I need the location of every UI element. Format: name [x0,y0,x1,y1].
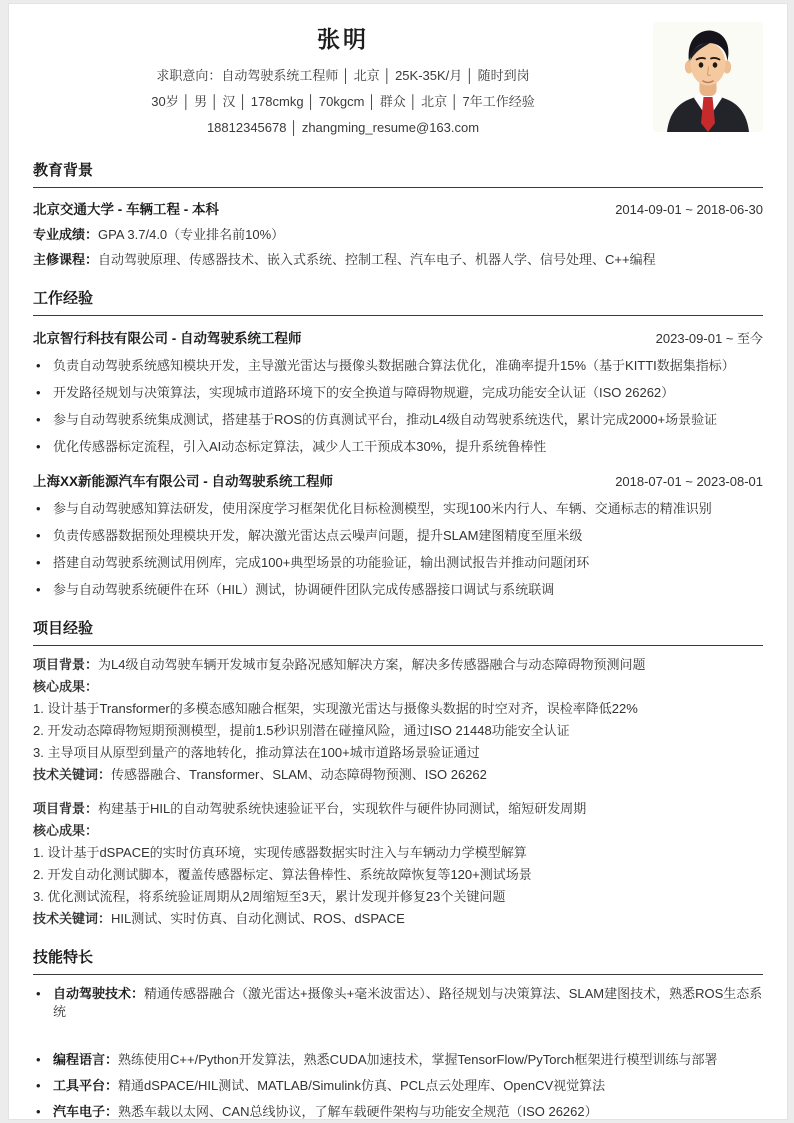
skill-label: 编程语言： [53,1052,119,1067]
project-keywords-text: HIL测试、实时仿真、自动化测试、ROS、dSPACE [111,911,405,926]
skill-label: 汽车电子： [53,1104,119,1119]
project-background-line [33,656,763,674]
project-result-item: 3. 主导项目从原型到量产的落地转化，推动算法在100+城市道路场景验证通过 [33,745,480,760]
job-bullet-text: • 优化传感器标定流程，引入AI动态标定算法，减少人工干预成本30%，提升系统鲁棒性 [53,439,547,454]
project-background-label: 项目背景： [33,657,99,672]
school-degree: 北京交通大学 - 车辆工程 - 本科 [33,202,219,217]
education-entry-header [33,200,763,219]
skill-value: 熟悉车载以太网、CAN总线协议，了解车载硬件架构与功能安全规范（ISO 26262） [118,1104,598,1119]
skill-label: 工具平台： [53,1078,119,1093]
job-dates: 2023-09-01 ~ 至今 [655,331,763,346]
project-result-item: 1. 设计基于dSPACE的实时仿真环境，实现传感器数据实时注入与车辆动力学模型解算 [33,845,527,860]
courses-line [33,251,763,269]
project-keywords-text: 传感器融合、Transformer、SLAM、动态障碍物预测、ISO 26262 [111,767,487,782]
job-bullet [33,581,763,599]
job-company-title: 上海XX新能源汽车有限公司 - 自动驾驶系统工程师 [33,474,334,489]
project-keywords-label: 技术关键词： [33,767,112,782]
section-projects [33,619,763,928]
section-title-work: 工作经验 [33,289,763,316]
project-background-text: 构建基于HIL的自动驾驶系统快速验证平台，实现软件与硬件协同测试，缩短研发周期 [98,801,587,816]
section-work-experience [33,289,763,599]
project-result-item: 2. 开发动态障碍物短期预测模型，提前1.5秒识别潜在碰撞风险，通过ISO 21448功能安全认证 [33,723,570,738]
skill-item [33,1051,763,1069]
skill-text [53,985,763,1021]
skill-item [33,985,763,1021]
header-text-block [33,18,653,141]
job-bullet-text: • 开发路径规划与决策算法，实现城市道路环境下的安全换道与障碍物规避，完成功能安全认证（ISO 26262） [53,385,675,400]
skill-text [53,1077,605,1095]
contact-line: 18812345678 │ zhangming_resume@163.com [206,120,480,135]
resume-page [8,3,788,1120]
job-dates: 2018-07-01 ~ 2023-08-01 [615,474,763,489]
courses-label: 主修课程： [33,252,99,267]
job-bullet [33,500,763,518]
job-bullet-text: • 负责传感器数据预处理模块开发，解决激光雷达点云噪声问题，提升SLAM建图精度至厘米级 [53,528,583,543]
project-keywords-line [33,910,763,928]
section-title-skills: 技能特长 [33,948,763,975]
job-bullet [33,554,763,572]
job-bullet-text: • 参与自动驾驶系统硬件在环（HIL）测试，协调硬件团队完成传感器接口调试与系统联调 [53,582,555,597]
skill-text [53,1103,598,1120]
project-results-label: 核心成果： [33,823,99,838]
section-title-projects: 项目经验 [33,619,763,646]
job-bullet-text: • 参与自动驾驶感知算法研发，使用深度学习框架优化目标检测模型，实现100米内行人、车辆、交通标志的精准识别 [53,501,712,516]
courses-value: 自动驾驶原理、传感器技术、嵌入式系统、控制工程、汽车电子、机器人学、信号处理、C++编程 [98,252,656,267]
skill-label: 自动驾驶技术： [53,986,145,1001]
skill-value: 精通传感器融合（激光雷达+摄像头+毫米波雷达）、路径规划与决策算法、SLAM建图技术，熟悉ROS生态系统 [53,986,763,1019]
job-bullet-text: • 参与自动驾驶系统集成测试，搭建基于ROS的仿真测试平台，推动L4级自动驾驶系统迭代，累计完成2000+场景验证 [53,412,718,427]
job-company-title: 北京智行科技有限公司 - 自动驾驶系统工程师 [33,331,302,346]
project-background-line [33,800,763,818]
project-results-label-line [33,678,763,696]
project-result-item: 3. 优化测试流程，将系统验证周期从2周缩短至3天，累计发现并修复23个关键问题 [33,889,506,904]
education-dates: 2014-09-01 ~ 2018-06-30 [615,202,763,217]
skill-text [53,1051,718,1069]
job-entry-header [33,328,763,348]
project-result-item: 2. 开发自动化测试脚本，覆盖传感器标定、算法鲁棒性、系统故障恢复等120+测试场景 [33,867,532,882]
section-education [33,161,763,269]
skill-value: 精通dSPACE/HIL测试、MATLAB/Simulink仿真、PCL点云处理库、OpenCV视觉算法 [118,1078,606,1093]
job-bullet [33,357,763,375]
profile-photo [653,22,763,132]
job-bullet [33,411,763,429]
job-bullet [33,527,763,545]
personal-info-line: 30岁 │ 男 │ 汉 │ 178cmkg │ 70kgcm │ 群众 │ 北京 │ 7年工作经验 [151,94,535,109]
section-title-education: 教育背景 [33,161,763,188]
gpa-label: 专业成绩： [33,227,99,242]
job-bullet [33,384,763,402]
job-bullet-text: • 搭建自动驾驶系统测试用例库，完成100+典型场景的功能验证，输出测试报告并推动问题闭环 [53,555,590,570]
skill-item [33,1103,763,1120]
job-entry-header [33,472,763,491]
project-results-label-line [33,822,763,840]
project-background-label: 项目背景： [33,801,99,816]
section-skills [33,948,763,1120]
project-keywords-line [33,766,763,784]
job-bullet [33,438,763,456]
resume-header [33,18,763,141]
job-bullet-text: • 负责自动驾驶系统感知模块开发，主导激光雷达与摄像头数据融合算法优化，准确率提升15%（基于KITTI数据集指标） [53,358,735,373]
skill-item [33,1077,763,1095]
project-result-item: 1. 设计基于Transformer的多模态感知融合框架，实现激光雷达与摄像头数据的时空对齐，误检率降低22% [33,701,638,716]
gpa-line [33,226,763,244]
project-keywords-label: 技术关键词： [33,911,112,926]
job-intention-line: 求职意向：自动驾驶系统工程师 │ 北京 │ 25K-35K/月 │ 随时到岗 [156,68,530,83]
candidate-name: 张明 [317,26,369,52]
skill-value: 熟练使用C++/Python开发算法，熟悉CUDA加速技术，掌握TensorFlow/PyTorch框架进行模型训练与部署 [118,1052,718,1067]
portrait-avatar-icon [653,22,763,132]
gpa-value: GPA 3.7/4.0（专业排名前10%） [98,227,285,242]
project-results-label: 核心成果： [33,679,99,694]
project-background-text: 为L4级自动驾驶车辆开发城市复杂路况感知解决方案，解决多传感器融合与动态障碍物预测问题 [98,657,646,672]
